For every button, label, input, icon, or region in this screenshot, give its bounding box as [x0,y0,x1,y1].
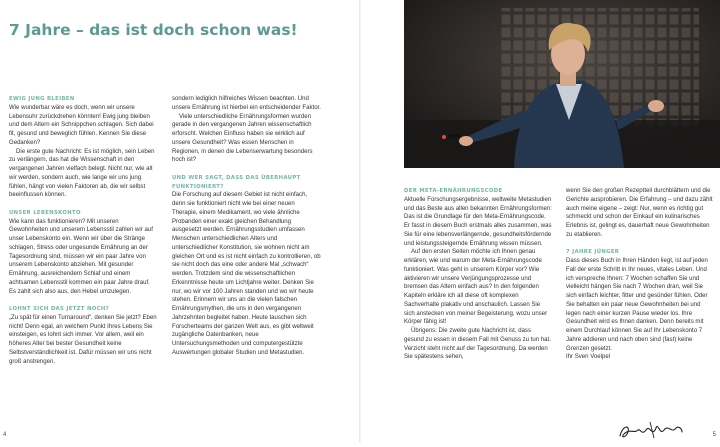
gutter-fold [359,0,361,442]
section-spacer [9,200,157,209]
page-number-right: 5 [712,432,716,438]
section-heading: UNSER LEBENSKONTO [9,209,81,216]
section-spacer [172,165,321,174]
page-number-left: 4 [3,432,7,438]
body-paragraph: Auf den ersten Seiten möchte ich Ihnen genau erklären, wie und warum der Meta-Ernährungscode funktioniert. Was geht in unserem Körper vor? Wie aktivieren wir unsere Verjüngungsprozesse und bremsen das Altern einfach aus? In den folgenden Kapiteln erkläre ich all diese oft komplexen Sachverhalte plakativ und anschaulich. Lassen Sie sich anstecken von meiner Begeisterung, wozu unser Körper fähig ist! [404,249,548,326]
section-heading: UND WER SAGT, DASS DAS ÜBERHAUPT FUNKTIONIERT? [172,174,301,190]
body-paragraph: Dass dieses Buch in Ihren Händen liegt, ist auf jeden Fall der erste Schritt in Ihr neues, vitales Leben. Und ich verspreche Ihnen: 7 Wochen schaffen Sie und vielleicht hängen Sie nach 7 Wochen dran, weil Sie sich einfach leichter, fitter und gesünder fühlen. Oder Sie behalten ein paar neue Gewohnheiten bei und legen nach einer kurzen Pause wieder los. Ihre Gesundheit wird es Ihnen danken. Denn bereits mit einem Durchlauf können Sie auf Ihr Lebenskonto 7 Jahre addieren und nach oben sind (fast) keine Grenzen gesetzt. [566,258,708,352]
body-paragraph: Wie wunderbar wäre es doch, wenn wir unsere Lebensuhr zurückdrehen könnten! Ewig jung bleiben und dem Altern ein Schnippchen schlagen. Sich dabei fit, gesund und beweglich fühlen. Kennen Sie diese Gedanken? [9,104,154,146]
section-spacer [566,240,714,249]
body-paragraph: Aktuelle Forschungsergebnisse, weltweite Metastudien und das Beste aus allen bekannten Ernährungsformen: Das ist die Grundlage für den Meta-Ernährungscode. Er fasst in diesem Buch erstmals alles zusammen, was Sie für eine lebensverlängernde, gesundheitsfördernde und leistungssteigernde Ernährung wissen müssen. [404,196,552,247]
body-paragraph: Übrigens: Die zweite gute Nachricht ist, dass gesund zu essen in diesem Fall mit Genuss zu tun hat. Verzicht steht nicht auf der Tagesordnung. Da werden Sie spätestens sehen, [404,328,551,361]
handwritten-signature [616,418,686,442]
section-heading: LOHNT SICH DAS JETZT NOCH? [9,306,110,312]
body-paragraph: Die Forschung auf diesem Gebiet ist nicht einfach, denn sie funktioniert nicht wie bei einer neuen Therapie, einem Medikament, wo viele ähnliche Probanden einer exakt gleichen Behandlung ausgesetzt werden. Ernährungsstudien umfassen Menschen unterschiedlichen Alters und unterschiedlicher Konstitution, sie wohnen nicht am gleichen Ort und es ist nicht einfach zu kontrollieren, ob sie nicht doch das eine oder andere Mal „schwach“ werden. Trotzdem sind die wissenschaftlichen Erkenntnisse heute um Lichtjahre weiter. Denken Sie nur, wo wir vor 100 Jahren standen und wo wir heute stehen. Erinnern wir uns an die vielen falschen Ernährungsmythen, die uns in den vergangenen Jahrzehnten begleitet haben. Heute tauschen sich Forscherteams der ganzen Welt aus, es gibt weltweit zugängliche Datenbanken, neue Untersuchungsmethoden und computergestützte Auswertungen globaler Studien und Metastudien. [172,192,321,356]
text-column-1 [9,95,157,366]
body-paragraph: „Zu spät für einen Turnaround“, denken Sie jetzt? Eben nicht! Denn egal, an welchem Punkt Ihres Lebens Sie einsteigen, es lohnt sich immer. Vor allem, weil ein höheres Alter bei bester Gesundheit keine Selbstverständlichkeit ist. Dafür müssen wir uns nicht groß anstrengen, [9,314,157,365]
body-paragraph: wenn Sie den großen Rezeptteil durchblättern und die Gerichte ausprobieren. Die Erfahrung – und dazu zählt auch meine eigene – zeigt: Nur, wenn es richtig gut schmeckt und schon der Einkauf ein kulinarisches Erlebnis ist, gelingt es, dauerhaft neue Gewohnheiten zu etablieren. [566,188,713,238]
body-paragraph: Ihr Sven Voelpel [566,354,611,361]
text-column-4 [566,187,714,362]
body-paragraph: sondern lediglich hilfreiches Wissen beachten. Und unsere Ernährung ist hierbei ein entscheidender Faktor. [172,96,321,111]
section-heading: DER META-ERNÄHRUNGSCODE [404,188,503,194]
page-title: 7 Jahre – das ist doch schon was! [9,21,298,39]
text-column-3 [404,187,552,362]
text-column-2 [172,95,321,358]
section-heading: 7 JAHRE JÜNGER [566,249,620,256]
section-heading: EWIG JUNG BLEIBEN [9,96,75,102]
body-paragraph: Wie kann das funktionieren? Mit unseren Gewohnheiten und unserem Lebensstil zahlen wir auf unser Lebenskonto ein. Wenn wir über die Stränge schlagen, Stress oder ungesunde Ernährung an der Tagesordnung sind, müssen wir ein paar Jahre von unserem Lebenskonto abziehen. Mit gesunder Ernährung, ausreichendem Schlaf und einem achtsamen Lebensstil kommen ein paar Jahre drauf. Es zahlt sich also aus, den Hebel umzulegen. [9,218,153,295]
body-paragraph: Viele unterschiedliche Ernährungsformen wurden gerade in den vergangenen Jahren wissenschaftlich erforscht. Welchen Einfluss haben sie wirklich auf unsere Gesundheit? Was essen Menschen in Regionen, in denen die Lebenserwartung besonders hoch ist? [172,113,313,164]
body-paragraph: Die erste gute Nachricht: Es ist möglich, sein Leben zu verlängern, das hat die Wissenschaft in den vergangenen Jahren vielfach belegt. Nicht nur, wie alt wir werden, sondern auch, wie lange wir uns jung fühlen, hängt von vielen Faktoren ab, die wir selbst beeinflussen können. [9,148,155,199]
speaker-on-stage-photo [404,0,720,168]
section-spacer [9,296,157,305]
